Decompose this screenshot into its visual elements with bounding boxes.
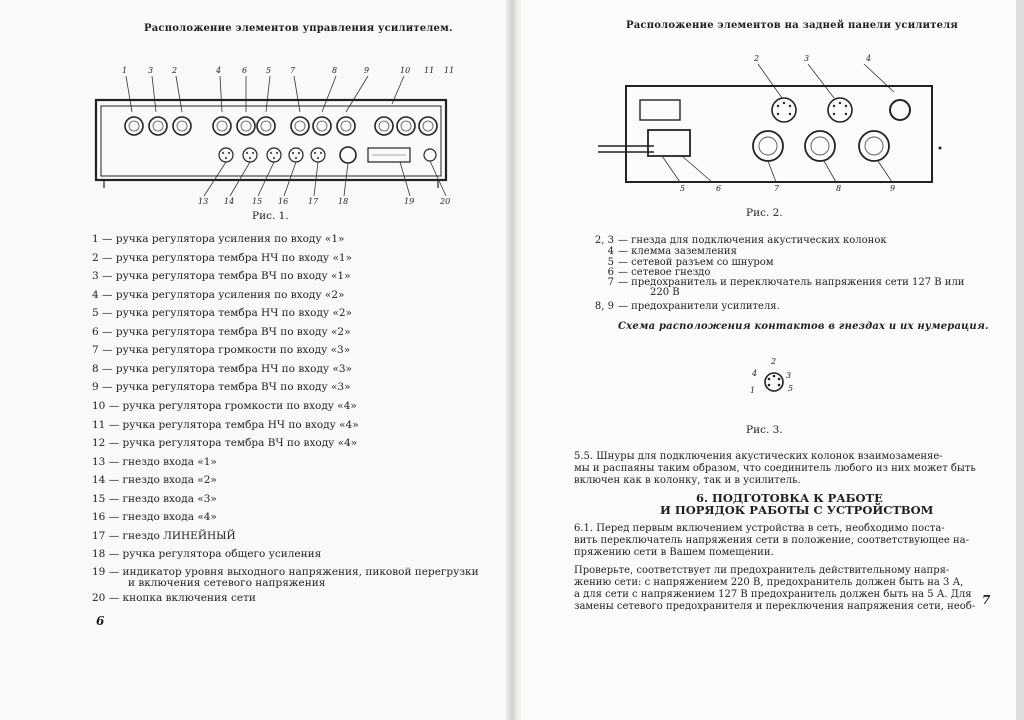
svg-text:2: 2: [771, 357, 777, 366]
figure-2-caption: Рис. 2.: [746, 207, 783, 219]
list-item: 7 — ручка регулятора громкости по входу «3»: [92, 344, 351, 357]
figure-3-caption: Рис. 3.: [746, 424, 783, 436]
list-item: 12 — ручка регулятора тембра ВЧ по входу «4»: [92, 437, 358, 450]
svg-text:17: 17: [308, 197, 319, 206]
svg-text:8: 8: [836, 184, 842, 193]
list-item: 9 — ручка регулятора тембра ВЧ по входу «3»: [92, 381, 351, 394]
svg-text:10: 10: [400, 66, 411, 75]
svg-text:8: 8: [332, 66, 338, 75]
left-page-heading: Расположение элементов управления усилителем.: [144, 23, 453, 34]
legend-text: — предохранитель и переключатель напряжения сети 127 В или: [618, 277, 965, 288]
list-item-19-line2: и включения сетевого напряжения: [128, 577, 326, 589]
list-item: 11 — ручка регулятора тембра НЧ по входу «4»: [92, 418, 359, 431]
svg-text:11: 11: [444, 66, 455, 75]
legend-number: 5: [607, 257, 614, 268]
svg-text:16: 16: [278, 197, 289, 206]
legend-text: — сетевой разъем со шнуром: [618, 257, 774, 268]
svg-text:5: 5: [680, 184, 686, 193]
svg-text:4: 4: [866, 54, 872, 63]
svg-text:9: 9: [364, 66, 370, 75]
legend-text: — предохранители усилителя.: [618, 301, 780, 312]
section-6-title-line1: 6. ПОДГОТОВКА К РАБОТЕ: [696, 491, 883, 505]
svg-text:5: 5: [788, 384, 794, 393]
svg-text:7: 7: [774, 184, 780, 193]
list-item: 3 — ручка регулятора тембра ВЧ по входу «1»: [92, 270, 351, 283]
legend-text: — сетевое гнездо: [618, 267, 711, 278]
figure-3-connector-pinout: [512, 0, 1024, 420]
list-item: 15 — гнездо входа «3»: [92, 492, 217, 505]
svg-text:3: 3: [804, 54, 810, 63]
svg-text:19: 19: [404, 197, 415, 206]
list-item: 17 — гнездо ЛИНЕЙНЫЙ: [92, 529, 236, 542]
svg-text:7: 7: [290, 66, 296, 75]
right-page: [512, 0, 1024, 720]
list-item-19-line1: 19 — индикатор уровня выходного напряжения, пиковой перегрузки: [92, 566, 479, 578]
svg-text:15: 15: [252, 197, 263, 206]
svg-text:14: 14: [224, 197, 235, 206]
svg-text:9: 9: [890, 184, 896, 193]
list-item: 6 — ручка регулятора тембра ВЧ по входу «2»: [92, 325, 351, 338]
legend-text: — гнезда для подключения акустических колонок: [618, 235, 887, 246]
svg-text:6: 6: [242, 66, 248, 75]
list-item: 4 — ручка регулятора усиления по входу «2»: [92, 288, 345, 301]
list-item: 8 — ручка регулятора тембра НЧ по входу «3»: [92, 362, 352, 375]
legend-text: — клемма заземления: [618, 246, 737, 257]
svg-text:3: 3: [786, 371, 792, 380]
legend-number: 2, 3: [594, 235, 614, 246]
list-item: 13 — гнездо входа «1»: [92, 455, 217, 468]
list-item: 18 — ручка регулятора общего усиления: [92, 548, 322, 561]
paragraph-fuse-check: Проверьте, соответствует ли предохранитель действительному напря- жению сети: с напряжением 220 В, предохранитель должен быть на 3 А, а для сети с напряжением 127 В предохранитель должен быть на 5 А. Для замены сетевого предохранителя и переключения напряжения сети, необ-: [574, 565, 976, 612]
list-item: 14 — гнездо входа «2»: [92, 474, 217, 487]
legend-number: 6: [607, 267, 614, 278]
list-item: 10 — ручка регулятора громкости по входу «4»: [92, 399, 357, 412]
svg-text:3: 3: [148, 66, 154, 75]
figure-1-caption: Рис. 1.: [252, 210, 289, 222]
page-number-right: 7: [982, 593, 991, 607]
scan-edge: [1016, 0, 1024, 720]
svg-text:1: 1: [750, 386, 756, 395]
figure-1-front-panel: [0, 0, 512, 240]
svg-text:2: 2: [172, 66, 178, 75]
legend-number: 8, 9: [594, 301, 614, 312]
svg-text:4: 4: [216, 66, 222, 75]
right-page-heading: Расположение элементов на задней панели усилителя: [626, 20, 958, 31]
section-6-title-line2: И ПОРЯДОК РАБОТЫ С УСТРОЙСТВОМ: [660, 503, 934, 517]
list-item: 16 — гнездо входа «4»: [92, 511, 217, 524]
svg-text:11: 11: [424, 66, 435, 75]
svg-text:18: 18: [338, 197, 349, 206]
list-item: 5 — ручка регулятора тембра НЧ по входу «2»: [92, 307, 352, 320]
page-number-left: 6: [96, 614, 105, 628]
legend-number: 7: [607, 277, 614, 288]
paragraph-6-1: 6.1. Перед первым включением устройства в сеть, необходимо поста- вить переключатель напряжения сети в положение, соответствующее на- пряжению сети в Вашем помещении.: [574, 523, 970, 558]
paragraph-5-5: 5.5. Шнуры для подключения акустических колонок взаимозаменяе- мы и распаяны таким образом, что соединитель любого из них может быть включен как в колонку, так и в усилитель.: [574, 451, 976, 486]
svg-text:1: 1: [122, 66, 128, 75]
legend-text: 220 В: [650, 287, 680, 298]
contacts-subheading: Схема расположения контактов в гнездах и их нумерация.: [618, 321, 989, 332]
svg-text:2: 2: [754, 54, 760, 63]
legend-number: 4: [607, 246, 614, 257]
svg-text:20: 20: [440, 197, 451, 206]
svg-text:13: 13: [198, 197, 209, 206]
list-item-20: 20 — кнопка включения сети: [92, 592, 256, 604]
svg-text:6: 6: [716, 184, 722, 193]
list-item: 1 — ручка регулятора усиления по входу «1»: [92, 233, 345, 245]
svg-text:5: 5: [266, 66, 272, 75]
svg-text:4: 4: [752, 369, 758, 378]
list-item: 2 — ручка регулятора тембра НЧ по входу «1»: [92, 251, 352, 264]
